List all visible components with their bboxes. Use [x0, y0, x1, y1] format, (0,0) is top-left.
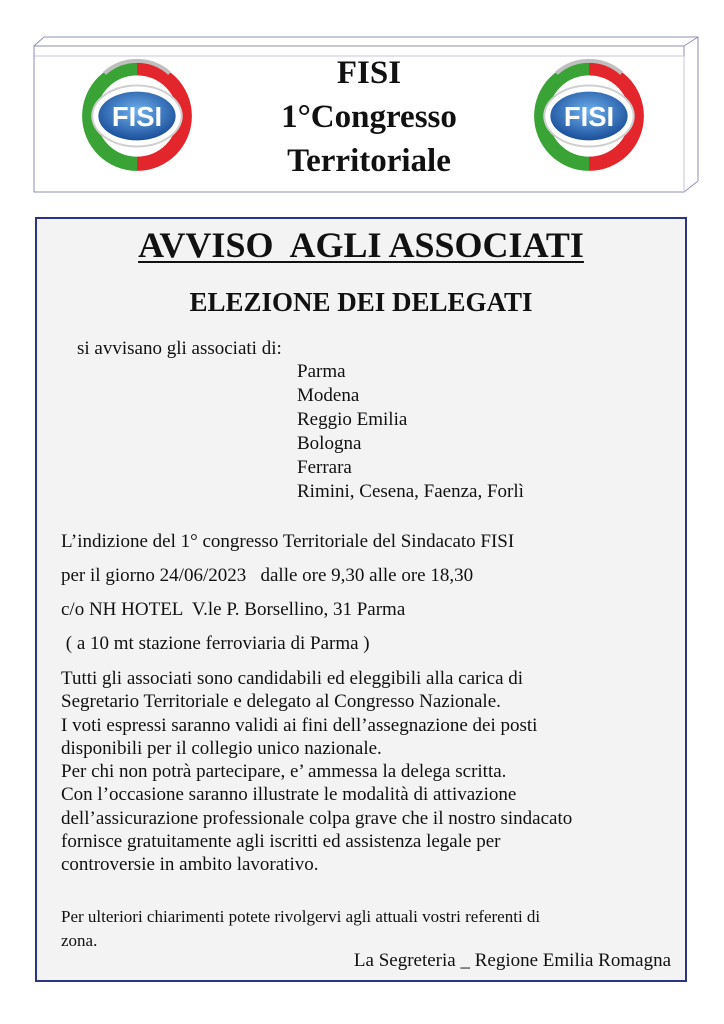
- logo-text: FISI: [563, 101, 615, 133]
- city-item: Bologna: [297, 433, 362, 454]
- footer-line: Per ulteriori chiarimenti potete rivolgervi agli attuali vostri referenti di: [61, 907, 541, 926]
- body-line: Per chi non potrà partecipare, e’ ammessa la delega scritta.: [61, 761, 507, 783]
- intro-text: si avvisano gli associati di:: [77, 338, 282, 359]
- event-details: [61, 525, 514, 661]
- body-line: Con l’occasione saranno illustrate le modalità di attivazione: [61, 784, 517, 806]
- event-line: c/o NH HOTEL V.le P. Borsellino, 31 Parma: [61, 599, 406, 620]
- fisi-logo-left: [76, 55, 198, 177]
- notice-title-text: AVVISO AGLI ASSOCIATI: [138, 225, 584, 265]
- city-item: Rimini, Cesena, Faenza, Forlì: [297, 481, 524, 502]
- body-line: dell’assicurazione professionale colpa grave che il nostro sindacato: [61, 807, 573, 829]
- event-line: ( a 10 mt stazione ferroviaria di Parma ): [61, 633, 370, 654]
- body-line: I voti espressi saranno validi ai fini dell’assegnazione dei posti: [61, 714, 538, 736]
- header-title: [224, 51, 514, 183]
- notice-title: [37, 223, 685, 267]
- body-paragraph: [61, 667, 572, 877]
- fisi-logo-right: [528, 55, 650, 177]
- city-item: Parma: [297, 361, 346, 382]
- body-line: Tutti gli associati sono candidabili ed eleggibili alla carica di: [61, 668, 524, 689]
- notice-subtitle: ELEZIONE DEI DELEGATI: [189, 287, 533, 317]
- notice-panel: [35, 217, 687, 982]
- city-list: [297, 360, 524, 504]
- header-title-line: 1°Congresso: [281, 99, 457, 135]
- city-item: Reggio Emilia: [297, 409, 408, 430]
- event-line: per il giorno 24/06/2023 dalle ore 9,30 alle ore 18,30: [61, 565, 474, 586]
- body-line: fornisce gratuitamente agli iscritti ed assistenza legale per: [61, 831, 501, 853]
- header-title-line: FISI: [336, 55, 402, 91]
- city-item: Modena: [297, 385, 360, 406]
- header-banner: [34, 37, 698, 192]
- signature: La Segreteria _ Regione Emilia Romagna: [353, 950, 671, 971]
- logo-text: FISI: [111, 101, 163, 133]
- header-title-line: Territoriale: [287, 143, 451, 179]
- event-line: L’indizione del 1° congresso Territoriale del Sindacato FISI: [61, 531, 515, 552]
- footer-note: [61, 905, 540, 953]
- body-line: Segretario Territoriale e delegato al Congresso Nazionale.: [61, 691, 501, 713]
- city-item: Ferrara: [297, 457, 352, 478]
- footer-line: zona.: [61, 931, 98, 950]
- body-line: controversie in ambito lavorativo.: [61, 854, 319, 876]
- body-line: disponibili per il collegio unico nazionale.: [61, 737, 382, 759]
